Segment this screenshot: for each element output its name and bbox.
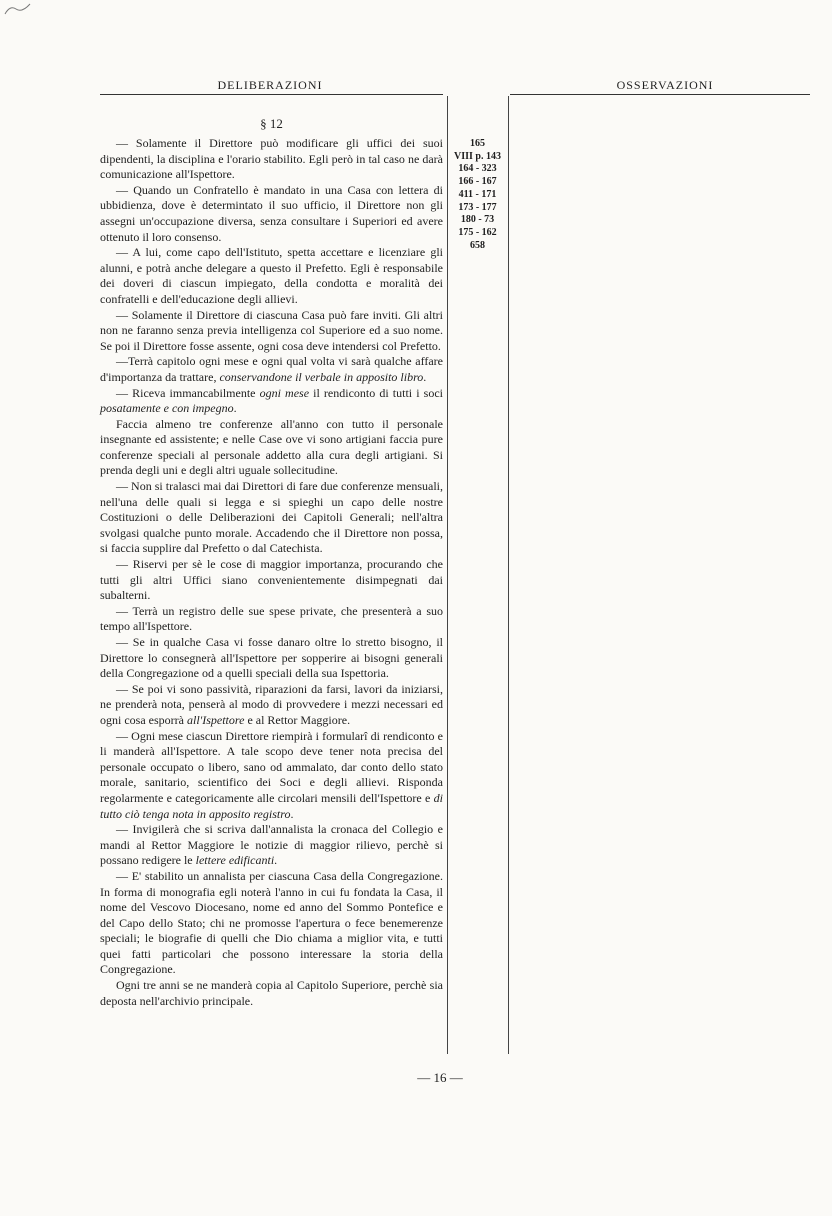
paragraph-text: — A lui, come capo dell'Istituto, spetta accettare e licenziare gli alunni, e potrà anche delegare a questo il Prefetto. Egli è responsabile dei doveri di ciascun impiegato, della condotta e moralità dei confratelli e dell'educazione degli allievi. bbox=[100, 245, 443, 306]
reference-column bbox=[449, 138, 506, 252]
reference-entry: 658 bbox=[470, 239, 485, 251]
paragraph bbox=[100, 417, 443, 479]
paragraph-text: — Se in qualche Casa vi fosse danaro oltre lo stretto bisogno, il Direttore lo consegnerà all'Ispettore per sopperire ai bisogni generali della Congregazione od a quelli speciali della sua Ispettoria. bbox=[100, 635, 443, 681]
paragraph bbox=[100, 557, 443, 604]
reference-entry: 164 - 323 bbox=[458, 163, 497, 175]
paragraph-text: e al Rettor Maggiore. bbox=[244, 712, 351, 727]
paragraph-text: — Non si tralasci mai dai Direttori di fare due conferenze mensuali, nell'una delle quali si legga e si spieghi un capo delle nostre Costituzioni o delle Deliberazioni dei Capitoli Generali; nell'altra svolgasi qualche punto morale. Accadendo che il Direttore non possa, si faccia supplire dal Prefetto o dal Catechista. bbox=[100, 479, 443, 556]
paragraph-text: . bbox=[290, 806, 294, 821]
paragraph bbox=[100, 479, 443, 557]
paragraph-text: — Ogni mese ciascun Direttore riempirà i formularî di rendiconto e li manderà all'Ispettore. A tale scopo deve tener nota precisa del personale occupato o libero, sano od ammalato, dar conto dello stato morale, sanitario, scientifico dei Soci e degli allievi. Risponda regolarmente e categoricamente alle circolari mensili dell'Ispettore e bbox=[100, 728, 443, 805]
paragraph bbox=[100, 136, 443, 183]
deliberazioni-text bbox=[100, 136, 443, 1009]
header-rule-right bbox=[510, 94, 810, 95]
paragraph-text: — Quando un Confratello è mandato in una Casa con lettera di ubbidienza, dove è determintato il suo ufficio, il Direttore non gli assegni un'occupazione diversa, senza consultare i Superiori ed avere ottenuto il loro consenso. bbox=[100, 182, 443, 244]
paragraph bbox=[100, 635, 443, 682]
section-title: § 12 bbox=[260, 116, 283, 131]
corner-mark-icon bbox=[4, 2, 32, 16]
paragraph bbox=[100, 822, 443, 869]
reference-entry: 173 - 177 bbox=[458, 201, 497, 213]
paragraph-text: il rendiconto di tutti i soci bbox=[309, 385, 443, 400]
paragraph-text: . bbox=[233, 401, 237, 416]
italic-text: posatamente e con impegno bbox=[100, 401, 234, 416]
column-divider-right bbox=[508, 96, 509, 1054]
reference-entry: VIII p. 143 bbox=[454, 150, 501, 162]
reference-entry: 180 - 73 bbox=[460, 214, 495, 226]
italic-text: ogni mese bbox=[259, 385, 310, 400]
paragraph-text: — Invigilerà che si scriva dall'annalista la cronaca del Collegio e mandi al Rettor Maggiore le notizie di maggior rilievo, perchè si possano redigere le bbox=[100, 822, 443, 868]
italic-text: all'Ispettore bbox=[186, 712, 245, 727]
paragraph bbox=[100, 354, 443, 385]
paragraph-text: — Se poi vi sono passività, riparazioni da farsi, lavori da iniziarsi, ne prenderà nota, penserà al modo di provvedere i mezzi necessari ed ogni cosa esporrà bbox=[100, 681, 443, 727]
paragraph-text: Faccia almeno tre conferenze all'anno con tutto il personale insegnante ed assistente; e nelle Case ove vi sono artigiani faccia pure conferenze speciali al personale addetto alla cura degli artigiani. Si prenda degli uni e degli altri uguale sollecitudine. bbox=[100, 416, 443, 478]
column-header-deliberazioni: DELIBERAZIONI bbox=[217, 78, 323, 92]
paragraph-text: — Riservi per sè le cose di maggior importanza, procurando che tutti gli altri Uffici siano convenientemente disimpegnati dai subalterni. bbox=[100, 557, 443, 603]
paragraph bbox=[100, 308, 443, 355]
paragraph bbox=[100, 682, 443, 729]
paragraph-text: — E' stabilito un annalista per ciascuna Casa della Congregazione. In forma di monografia egli noterà l'anno in cui fu fondata la Casa, il nome del Vescovo Diocesano, nome ed anno del Sommo Pontefice e del Capo dello Stato; chi ne promosse l'apertura o fece benemerenze speciali; le biografie di quelli che Dio chiama a miglior vita, e tutti quei fatti particolari che possono interessare la storia della Congregazione. bbox=[100, 868, 443, 977]
italic-text: lettere edificanti bbox=[195, 853, 275, 868]
column-header-osservazioni: OSSERVAZIONI bbox=[616, 78, 714, 92]
paragraph bbox=[100, 183, 443, 245]
paragraph bbox=[100, 245, 443, 307]
reference-entry: 166 - 167 bbox=[458, 176, 497, 188]
reference-entry: 175 - 162 bbox=[458, 226, 497, 238]
paragraph bbox=[100, 729, 443, 823]
paragraph bbox=[100, 869, 443, 978]
page-number: — 16 — bbox=[417, 1070, 463, 1085]
paragraph-text: — Solamente il Direttore di ciascuna Casa può fare inviti. Gli altri non ne faranno senza previa intelligenza col Superiore ed a suo nome. Se poi il Direttore fosse assente, ogni cosa deve intendersi col Prefetto. bbox=[100, 307, 443, 353]
paragraph-text: — Terrà un registro delle sue spese private, che presenterà a suo tempo all'Ispettore. bbox=[100, 603, 443, 634]
italic-text: di tutto ciò tenga nota in apposito registro bbox=[100, 790, 443, 821]
paragraph bbox=[100, 604, 443, 635]
paragraph bbox=[100, 978, 443, 1009]
paragraph bbox=[100, 386, 443, 417]
paragraph-text: . bbox=[274, 853, 278, 868]
header-rule-left bbox=[100, 94, 443, 95]
italic-text: conservandone il verbale in apposito libro bbox=[219, 369, 424, 384]
column-divider-left bbox=[447, 96, 448, 1054]
reference-entry: 165 bbox=[470, 138, 485, 149]
paragraph-text: — Riceva immancabilmente bbox=[116, 385, 260, 400]
paragraph-text: Ogni tre anni se ne manderà copia al Capitolo Superiore, perchè sia deposta nell'archivio principale. bbox=[100, 978, 443, 1008]
paragraph-text: . bbox=[423, 369, 427, 384]
paragraph-text: —Terrà capitolo ogni mese e ogni qual volta vi sarà qualche affare d'importanza da trattare, bbox=[100, 354, 443, 384]
paragraph-text: — Solamente il Direttore può modificare gli uffici dei suoi dipendenti, la disciplina e l'orario stabilito. Egli però in tal caso ne darà comunicazione all'Ispettore. bbox=[100, 136, 443, 182]
reference-entry: 411 - 171 bbox=[458, 188, 497, 200]
